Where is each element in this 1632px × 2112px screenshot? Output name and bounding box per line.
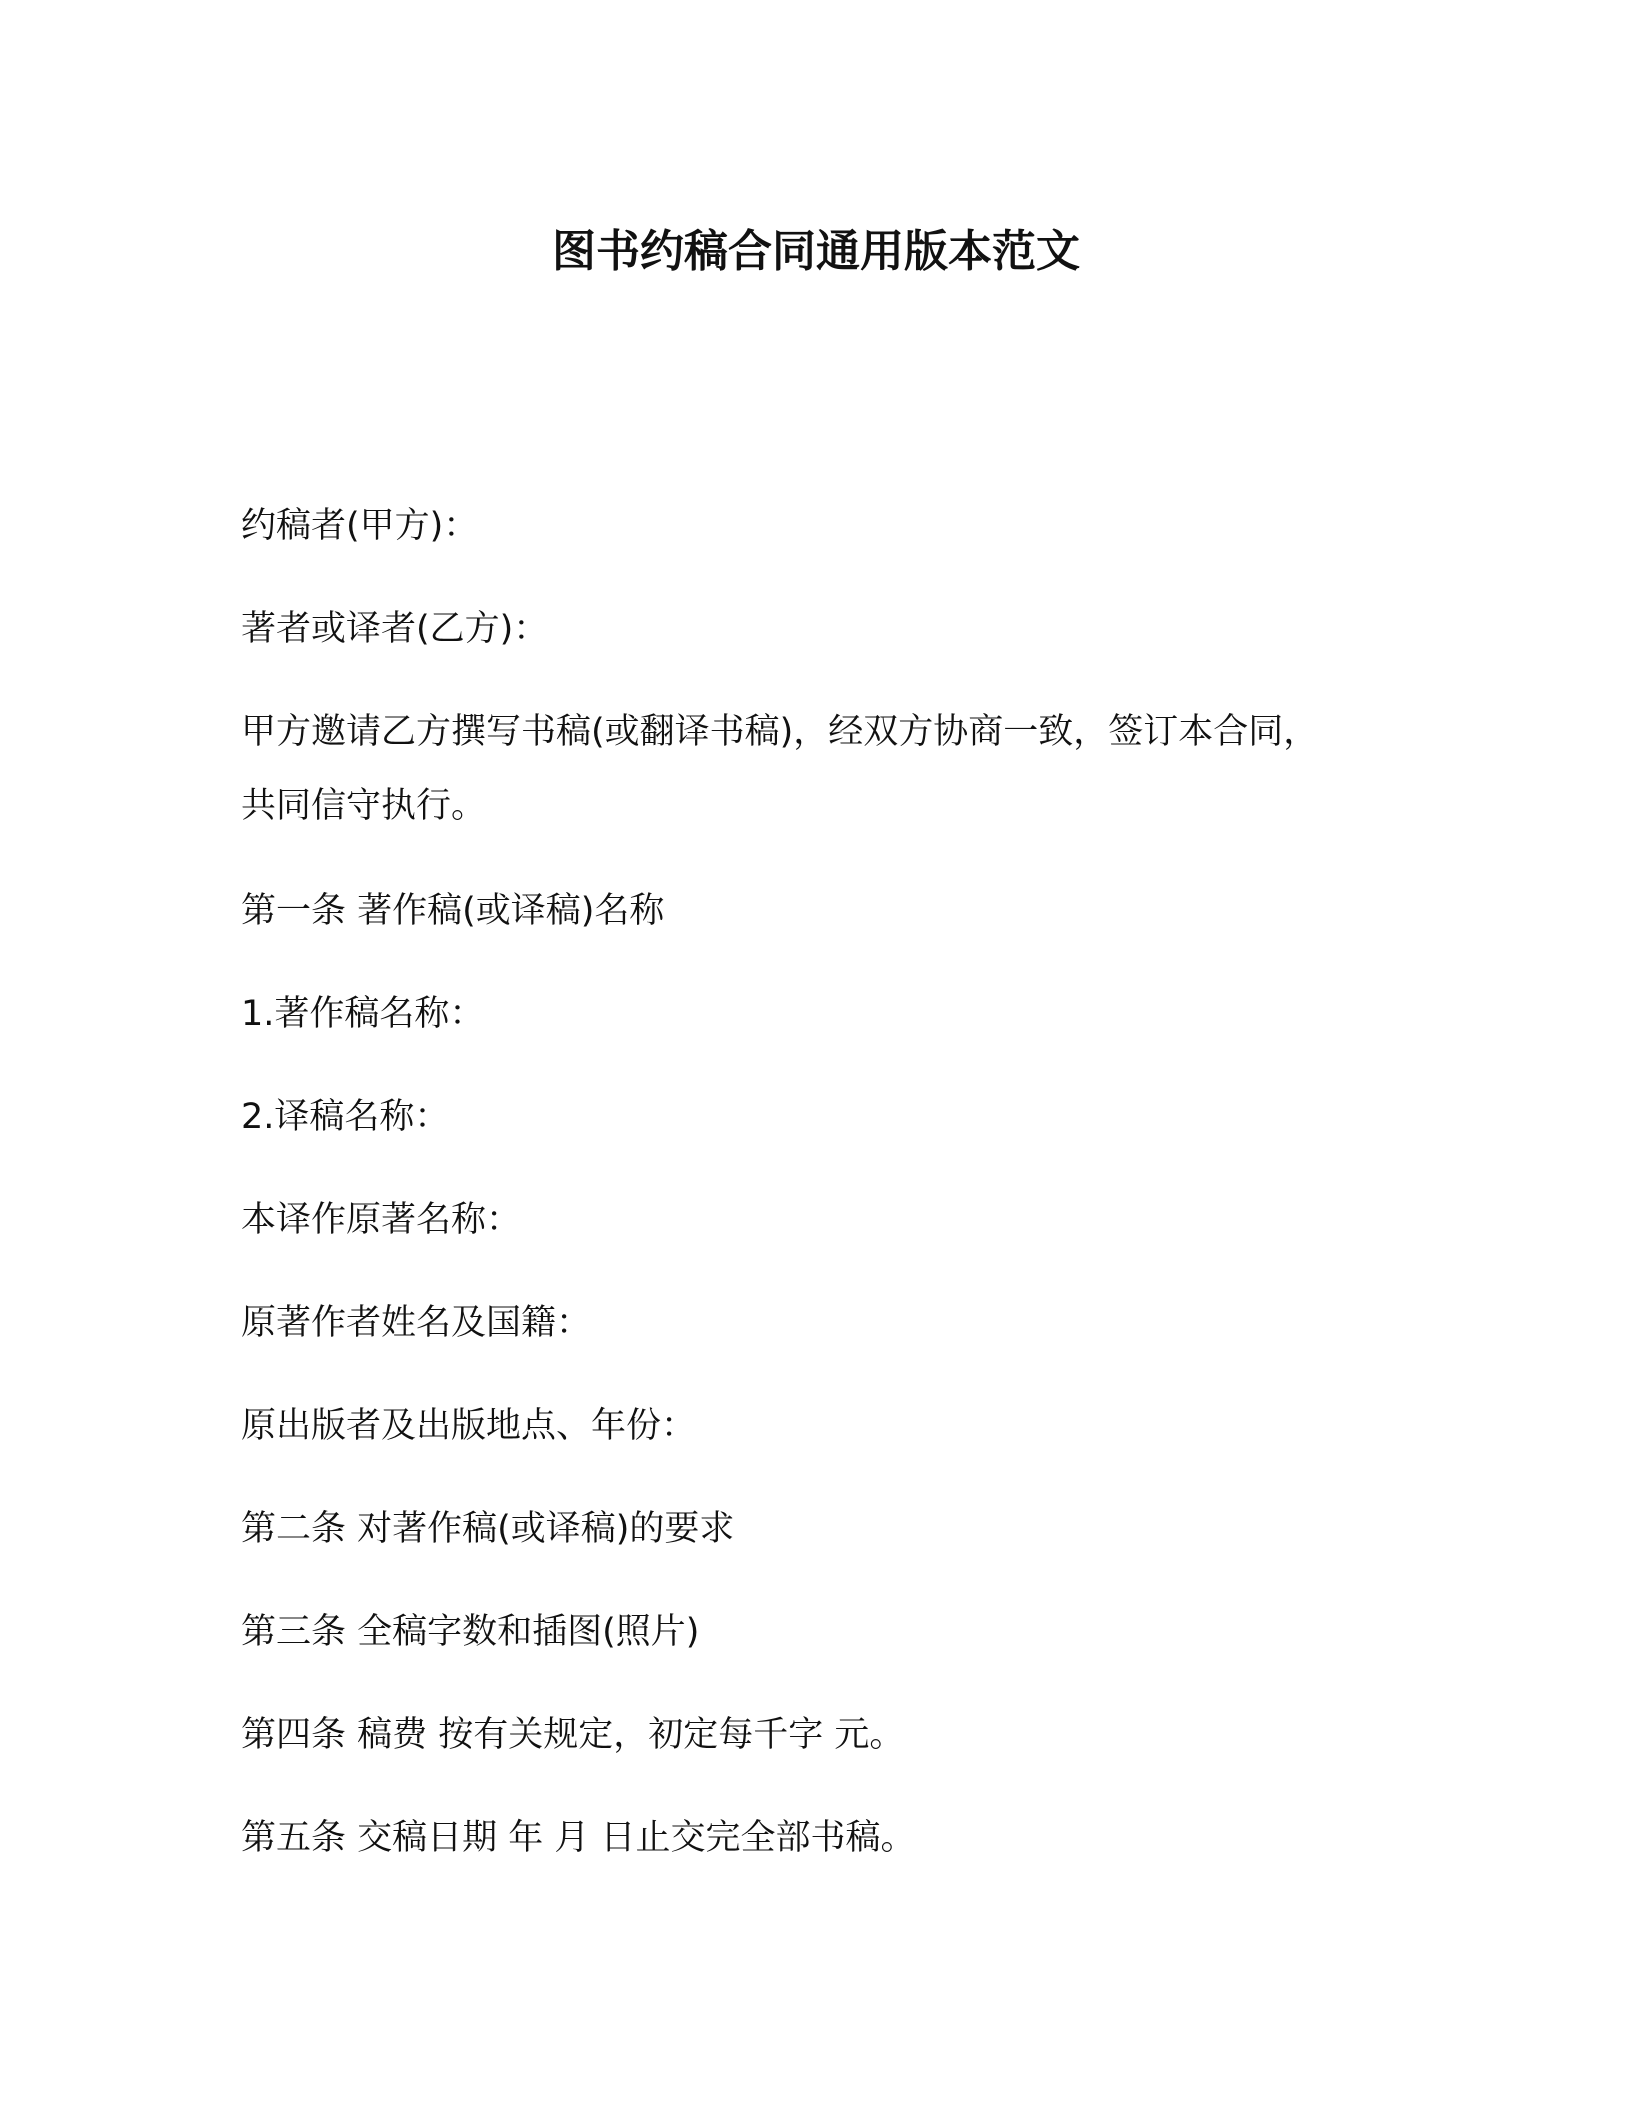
article-4-heading: 第四条 稿费 按有关规定，初定每千字 元。 <box>241 1715 905 1755</box>
translation-title-line: 2.译稿名称： <box>241 1097 450 1137</box>
party-a-line: 约稿者(甲方)： <box>241 506 479 546</box>
article-2-heading: 第二条 对著作稿(或译稿)的要求 <box>241 1509 735 1549</box>
article-3-heading: 第三条 全稿字数和插图(照片) <box>241 1612 700 1652</box>
original-publisher-line: 原出版者及出版地点、年份： <box>241 1406 697 1446</box>
intro-paragraph-line-1: 甲方邀请乙方撰写书稿(或翻译书稿)，经双方协商一致，签订本合同， <box>241 712 1319 752</box>
article-5-heading: 第五条 交稿日期 年 月 日止交完全部书稿。 <box>241 1818 916 1858</box>
work-title-line: 1.著作稿名称： <box>241 994 485 1034</box>
original-title-line: 本译作原著名称： <box>241 1200 522 1240</box>
party-b-line: 著者或译者(乙方)： <box>241 609 549 649</box>
original-author-line: 原著作者姓名及国籍： <box>241 1303 592 1343</box>
document-title: 图书约稿合同通用版本范文 <box>552 226 1080 277</box>
article-1-heading: 第一条 著作稿(或译稿)名称 <box>241 891 665 931</box>
intro-paragraph-line-2: 共同信守执行。 <box>241 786 487 826</box>
